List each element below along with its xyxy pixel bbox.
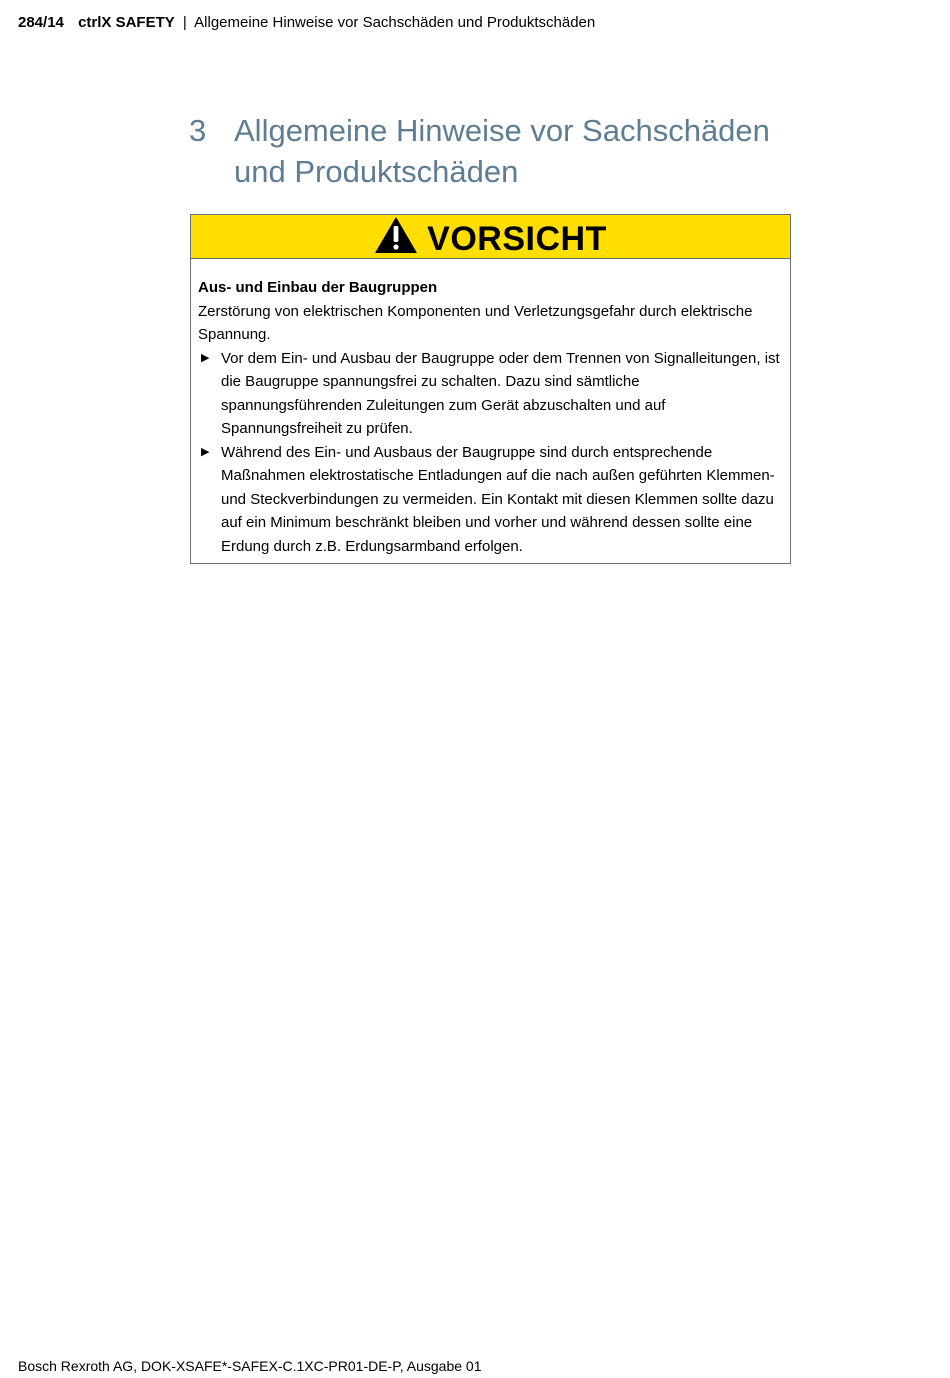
caution-subject: Aus- und Einbau der Baugruppen <box>198 279 438 296</box>
caution-notice <box>190 214 791 564</box>
caution-measure-text: Während des Ein- und Ausbaus der Baugruppe sind durch entsprechende Maßnahmen elektrostatische Entladungen auf die nach außen geführten Klemmen- und Steckverbindungen zu vermeiden. Ein Kontakt mit diesen Klemmen sollte dazu auf ein Minimum beschränkt bleiben und vorher und während dessen sollte eine Erdung durch z.B. Erdungsarmband erfolgen. <box>221 443 775 555</box>
caution-body <box>191 259 790 563</box>
chapter-title: Allgemeine Hinweise vor Sachschäden und Produktschäden <box>234 113 770 189</box>
header-section-title: Allgemeine Hinweise vor Sachschäden und Produktschäden <box>194 14 596 31</box>
page-header <box>18 14 595 32</box>
page-number: 284/14 <box>18 14 64 31</box>
caution-measure-text: Vor dem Ein- und Ausbau der Baugruppe oder dem Trennen von Signalleitungen, ist die Baugruppe spannungsfrei zu schalten. Dazu sind sämtliche spannungsführenden Zuleitungen zum Gerät abzuschalten und auf Spannungsfreiheit zu prüfen. <box>221 349 780 437</box>
caution-header <box>191 215 790 259</box>
caution-measure-item <box>198 441 782 559</box>
bullet-triangle-icon: ▶ <box>201 445 210 458</box>
page-footer: Bosch Rexroth AG, DOK-XSAFE*-SAFEX-C.1XC-PR01-DE-P, Ausgabe 01 <box>18 1358 482 1374</box>
warning-triangle-icon <box>374 216 418 254</box>
caution-consequence: Zerstörung von elektrischen Komponenten und Verletzungsgefahr durch elektrische Spannung. <box>198 302 753 343</box>
document-title: ctrlX SAFETY <box>78 14 175 31</box>
header-separator: | <box>182 14 187 31</box>
chapter-number: 3 <box>189 113 207 148</box>
caution-measures-list <box>198 347 782 559</box>
bullet-triangle-icon: ▶ <box>201 351 210 364</box>
caution-signal-word: VORSICHT <box>427 219 607 258</box>
chapter-heading <box>189 110 809 192</box>
caution-measure-item <box>198 347 782 441</box>
